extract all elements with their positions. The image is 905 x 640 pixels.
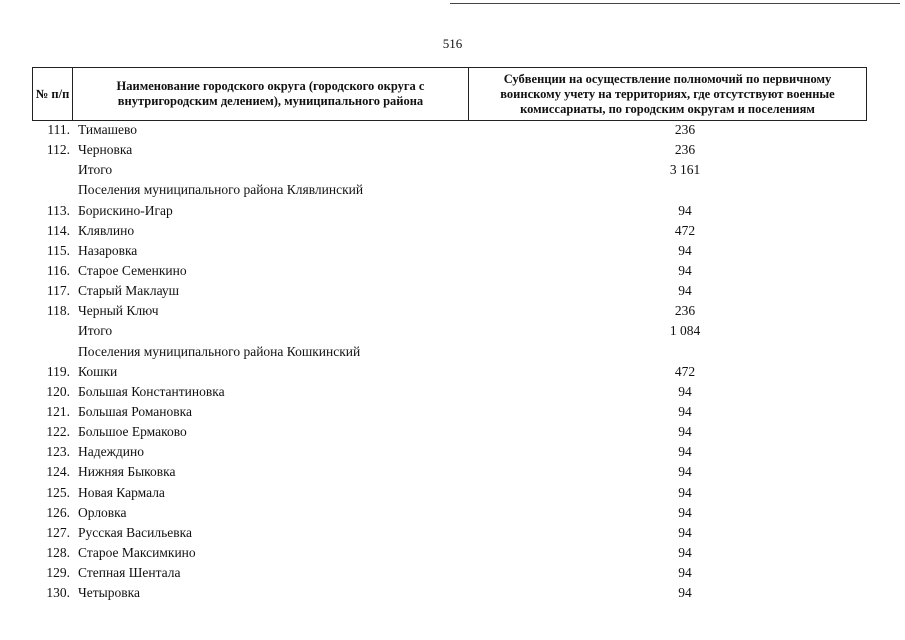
- row-name: Большое Ермаково: [78, 424, 187, 440]
- row-name: Нижняя Быковка: [78, 464, 176, 480]
- row-name: Русская Васильевка: [78, 524, 192, 540]
- row-number: 111.: [47, 122, 70, 137]
- row-name: Итого: [78, 162, 113, 178]
- row-value: 94: [678, 544, 692, 560]
- header-value: Субвенции на осуществление полномочий по первичному воинскому учету на территориях, где отсутствуют военные комиссариаты, по городским округам и поселениям: [500, 71, 835, 116]
- row-name: Черный Ключ: [78, 303, 159, 319]
- table-row: [32, 280, 867, 300]
- table-row: [32, 502, 867, 522]
- row-value: 94: [678, 383, 692, 399]
- row-name: Старое Семенкино: [78, 262, 187, 278]
- row-name: Старый Маклауш: [78, 283, 180, 299]
- row-number: 118.: [46, 303, 70, 319]
- row-value: 94: [678, 484, 692, 500]
- row-number: 120.: [46, 383, 70, 399]
- row-name: Поселения муниципального района Клявлинский: [78, 182, 364, 198]
- table-row: [32, 119, 867, 139]
- row-value: 94: [678, 464, 692, 480]
- table-row: [32, 522, 867, 542]
- row-number: 128.: [46, 544, 70, 560]
- header-name: Наименование городского округа (городского округа с внутригородским делением), муниципального района: [73, 68, 469, 120]
- row-value: 94: [678, 403, 692, 419]
- row-number: 125.: [46, 484, 70, 500]
- row-value: 94: [678, 424, 692, 440]
- section-heading-row: [32, 341, 867, 361]
- row-name: Надеждино: [78, 444, 144, 460]
- row-value: 94: [678, 242, 692, 258]
- row-value: 3 161: [669, 162, 701, 178]
- row-name: Тимашево: [78, 122, 137, 137]
- page-number: 516: [442, 36, 463, 51]
- row-value: 94: [678, 444, 692, 460]
- table-row: [32, 240, 867, 260]
- row-number: 129.: [46, 565, 70, 581]
- table-row: [32, 401, 867, 421]
- row-name: Клявлино: [78, 222, 135, 238]
- row-value: 1 084: [669, 323, 701, 339]
- table-row: [32, 542, 867, 562]
- row-name: Орловка: [78, 504, 127, 520]
- total-row: [32, 320, 867, 340]
- row-name: Итого: [78, 323, 113, 339]
- row-name: Борискино-Игар: [78, 202, 173, 218]
- table-row: [32, 139, 867, 159]
- row-number: 121.: [46, 403, 70, 419]
- row-value: 236: [674, 303, 696, 319]
- row-name: Четыровка: [78, 585, 140, 601]
- table-body: [32, 119, 867, 602]
- row-value: 472: [674, 222, 696, 238]
- section-heading-row: [32, 179, 867, 199]
- table-row: [32, 482, 867, 502]
- row-name: Большая Константиновка: [78, 383, 225, 399]
- row-name: Кошки: [78, 363, 118, 379]
- row-number: 124.: [46, 464, 70, 480]
- row-value: 94: [678, 504, 692, 520]
- row-number: 127.: [46, 524, 70, 540]
- row-value: 94: [678, 524, 692, 540]
- table-row: [32, 441, 867, 461]
- row-number: 112.: [46, 142, 70, 158]
- row-name: Новая Кармала: [78, 484, 165, 500]
- table-row: [32, 260, 867, 280]
- row-value: 94: [678, 565, 692, 581]
- row-number: 126.: [46, 504, 70, 520]
- table-header: [32, 67, 867, 121]
- row-value: 94: [678, 585, 692, 601]
- table-row: [32, 200, 867, 220]
- row-value: 236: [674, 122, 696, 137]
- table-row: [32, 300, 867, 320]
- row-value: 94: [678, 283, 692, 299]
- table-row: [32, 361, 867, 381]
- table-row: [32, 421, 867, 441]
- row-number: 123.: [46, 444, 70, 460]
- row-number: 115.: [46, 242, 70, 258]
- top-border-line: [450, 3, 900, 4]
- row-name: Поселения муниципального района Кошкинский: [78, 343, 361, 359]
- row-name: Назаровка: [78, 242, 138, 258]
- row-name: Черновка: [78, 142, 133, 158]
- row-name: Старое Максимкино: [78, 544, 196, 560]
- table-row: [32, 461, 867, 481]
- row-number: 119.: [46, 363, 70, 379]
- row-value: 236: [674, 142, 696, 158]
- row-number: 130.: [46, 585, 70, 601]
- row-number: 116.: [46, 262, 70, 278]
- header-num: № п/п: [33, 68, 73, 120]
- table-row: [32, 220, 867, 240]
- row-value: 94: [678, 202, 692, 218]
- row-value: 94: [678, 262, 692, 278]
- total-row: [32, 159, 867, 179]
- row-number: 113.: [46, 202, 70, 218]
- table-row: [32, 381, 867, 401]
- row-value: 472: [674, 363, 696, 379]
- row-name: Степная Шентала: [78, 565, 181, 581]
- row-number: 114.: [46, 222, 70, 238]
- row-number: 117.: [46, 283, 70, 299]
- row-number: 122.: [46, 424, 70, 440]
- row-name: Большая Романовка: [78, 403, 192, 419]
- table-row: [32, 582, 867, 602]
- table-row: [32, 562, 867, 582]
